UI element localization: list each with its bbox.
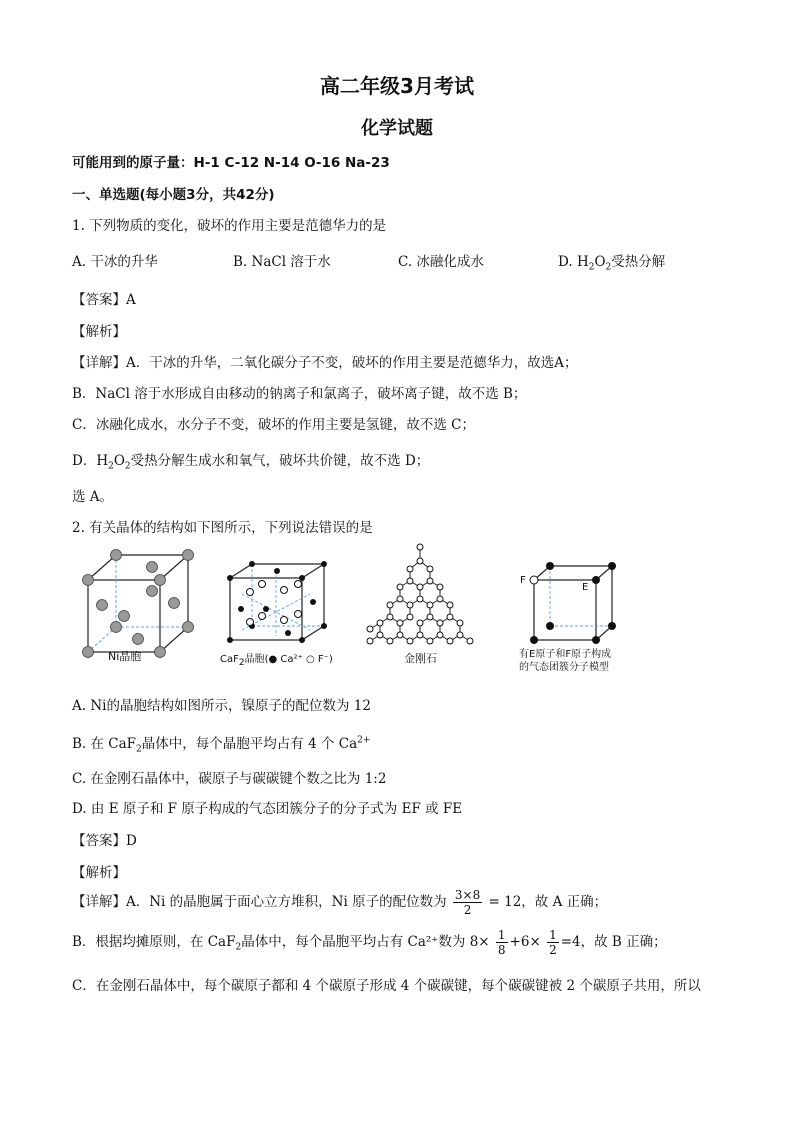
diamond-structure-figure	[362, 543, 480, 651]
q2-detail-a	[72, 888, 607, 917]
h2o2-formula: $H_2O_2$	[576, 254, 612, 273]
q1-option-d-tail: 受热分解	[611, 254, 666, 270]
q1-option-b: B. NaCl 溶于水	[233, 254, 331, 270]
cluster-label	[519, 648, 611, 674]
diamond-label: 金刚石	[404, 652, 437, 665]
frac-num: 3×8	[454, 888, 481, 902]
q2-option-b-sup: 2+	[357, 735, 371, 746]
q2-stem: 2. 有关晶体的结构如下图所示，下列说法错误的是	[72, 520, 373, 536]
q1-option-d-label: D.	[558, 254, 577, 270]
q2-detail-b-suffix: =4，故 B 正确；	[560, 934, 667, 950]
q2-detail-b-prefix: B．根据均摊原则，在 CaF	[72, 934, 236, 950]
caf2-cell-label: CaF$_2$晶胞(● Ca²⁺ ○ F⁻)	[220, 654, 333, 668]
q2-detail-b-plus: +6×	[509, 934, 541, 950]
q1-option-c: C. 冰融化成水	[398, 254, 484, 270]
q2-answer: 【答案】D	[72, 833, 137, 849]
caf2-label-prefix: CaF	[220, 654, 239, 665]
frac-num: 1	[549, 928, 557, 942]
q1-answer: 【答案】A	[72, 292, 136, 308]
fraction-3x8-over-2	[453, 888, 482, 917]
q1-detail-d-prefix: D．	[72, 453, 97, 469]
q2-detail-a-prefix: 【详解】A．Ni 的晶胞属于面心立方堆积，Ni 原子的配位数为	[72, 894, 447, 910]
frac-den: 2	[549, 943, 557, 957]
caf2-unit-cell-figure	[222, 560, 334, 648]
cluster-label-line1: 有E原子和F原子构成	[519, 649, 612, 660]
q1-detail-d	[72, 449, 429, 472]
q1-option-a: A. 干冰的升华	[72, 254, 158, 270]
q2-option-b: B. 在 CaF$_2$晶体中，每个晶胞平均占有 4 个 $Ca^{2+}$	[72, 735, 371, 755]
frac-num: 1	[497, 928, 506, 942]
frac-den: 2	[463, 903, 472, 917]
label-f: F	[520, 575, 526, 586]
label-e: E	[582, 582, 589, 593]
ef-cluster-figure	[516, 558, 622, 646]
fraction-1-over-2	[547, 928, 559, 957]
q1-stem: 1. 下列物质的变化，破坏的作用主要是范德华力的是	[72, 218, 387, 234]
q2-option-b-prefix: B. 在 CaF	[72, 736, 137, 752]
cluster-label-line2: 的气态团簇分子模型	[519, 662, 609, 673]
exam-title: 高二年级3月考试	[320, 74, 474, 98]
atomic-masses: 可能用到的原子量：H-1 C-12 N-14 O-16 Na-23	[72, 155, 390, 171]
q2-option-c: C. 在金刚石晶体中，碳原子与碳碳键个数之比为 1:2	[72, 771, 387, 787]
q1-detail-c: C．冰融化成水，水分子不变，破坏的作用主要是氢键，故不选 C；	[72, 417, 475, 433]
q2-option-b-mid: 晶体中，每个晶胞平均占有 4 个 Ca	[141, 736, 358, 752]
ni-cell-label: Ni晶胞	[108, 650, 142, 663]
q1-conclusion: 选 A。	[72, 489, 114, 505]
q1-detail-b: B．NaCl 溶于水形成自由移动的钠离子和氯离子，破坏离子键，故不选 B；	[72, 386, 527, 402]
frac-den: 8	[497, 943, 506, 957]
q2-detail-b-mid: 晶体中，每个晶胞平均占有 Ca²⁺数为 8×	[241, 934, 490, 950]
fraction-1-over-8	[496, 928, 508, 957]
q2-option-a: A. Ni的晶胞结构如图所示，镍原子的配位数为 12	[72, 698, 371, 714]
ni-unit-cell-figure	[78, 545, 198, 665]
q1-detail-d-tail: 受热分解生成水和氧气，破坏共价键，故不选 D；	[130, 453, 430, 469]
q2-detail-a-suffix: = 12，故 A 正确；	[488, 894, 608, 910]
q1-option-d	[558, 250, 665, 273]
q2-option-d: D. 由 E 原子和 F 原子构成的气态团簇分子的分子式为 EF 或 FE	[72, 801, 463, 817]
caf2-label-suffix: 晶胞(● Ca²⁺ ○ F⁻)	[244, 654, 333, 665]
q1-analysis: 【解析】	[72, 324, 126, 340]
q2-detail-b: B．根据均摊原则，在 CaF$_2$晶体中，每个晶胞平均占有 Ca²⁺数为 8× $\frac{1}{8}$ +6× $\frac{1}{2}$ =4，故 B 正确；	[72, 928, 667, 957]
q2-analysis: 【解析】	[72, 865, 126, 881]
q2-detail-c: C．在金刚石晶体中，每个碳原子都和 4 个碳原子形成 4 个碳碳键，每个碳碳键被 2 个碳原子共用，所以	[72, 978, 701, 994]
h2o2-formula-2: $H_2O_2$	[96, 453, 131, 472]
q1-detail-a: 【详解】A．干冰的升华，二氧化碳分子不变，破坏的作用主要是范德华力，故选A；	[72, 355, 578, 371]
section-heading: 一、单选题(每小题3分，共42分)	[72, 187, 275, 203]
exam-subtitle: 化学试题	[361, 118, 433, 139]
